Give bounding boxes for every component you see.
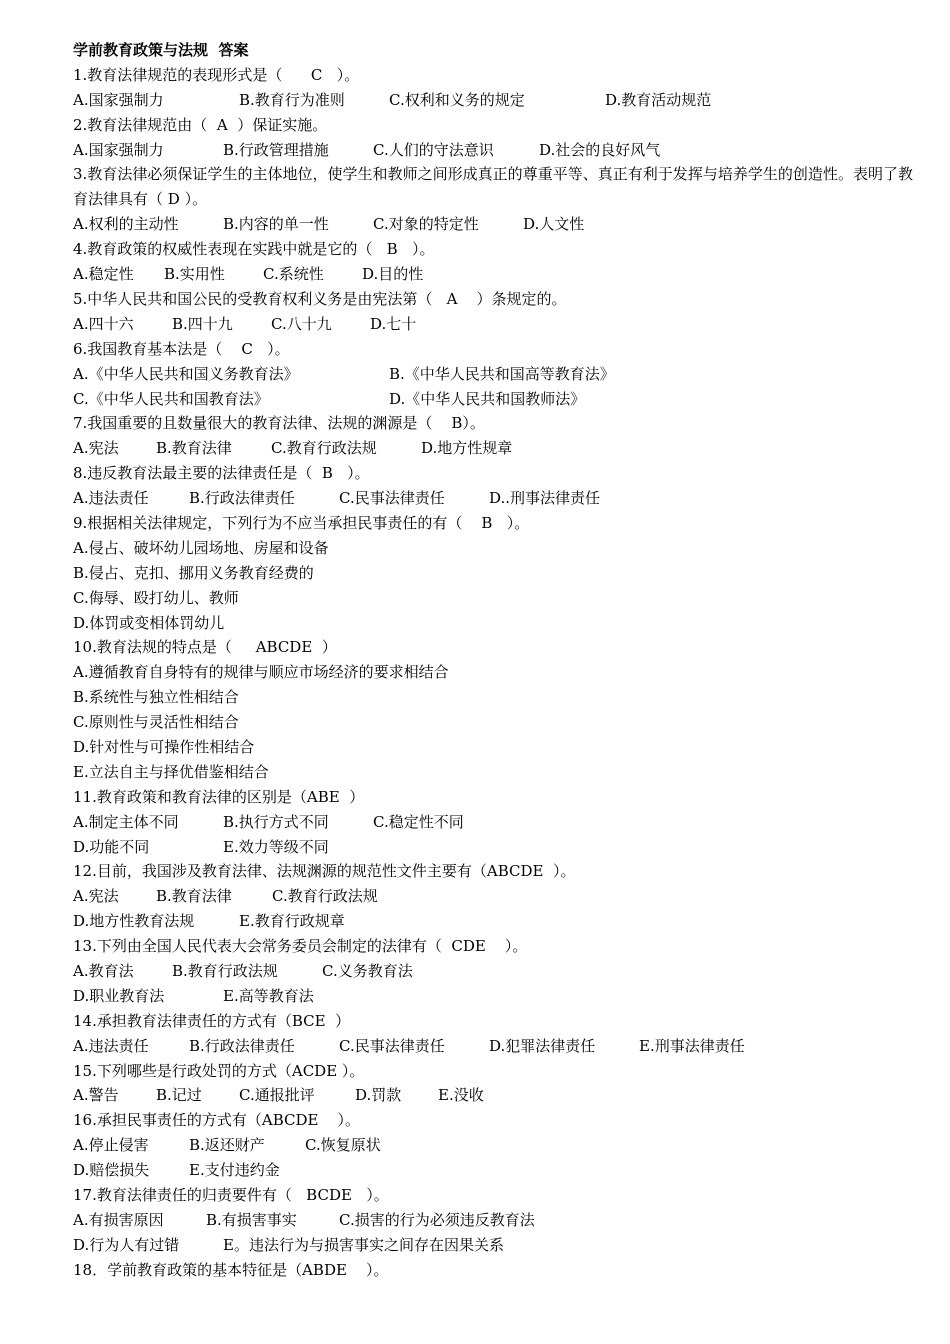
- document-text-line: 10.教育法规的特点是（ ABCDE ）: [73, 638, 337, 657]
- answer-option: A.稳定性: [73, 265, 134, 284]
- answer-option: B.有损害事实: [206, 1210, 297, 1229]
- document-text-line: 16.承担民事责任的方式有（ABCDE ）。: [73, 1111, 361, 1130]
- document-text-line: A.遵循教育自身特有的规律与顺应市场经济的要求相结合: [73, 663, 449, 682]
- document-text-line: 14.承担教育法律责任的方式有（BCE ）: [73, 1011, 351, 1030]
- answer-option: A.警告: [73, 1086, 119, 1105]
- answer-option: C.对象的特定性: [373, 215, 479, 234]
- document-text-line: 15.下列哪些是行政处罚的方式（ACDE ）。: [73, 1061, 365, 1080]
- answer-option: A.停止侵害: [73, 1136, 149, 1155]
- answer-options-row: [73, 810, 913, 835]
- answer-option: C.民事法律责任: [339, 1036, 445, 1055]
- answer-option: D.职业教育法: [73, 986, 165, 1005]
- answer-options-row: [73, 1208, 913, 1233]
- answer-option: D.《中华人民共和国教师法》: [389, 389, 586, 408]
- answer-option: C.恢复原状: [305, 1136, 381, 1155]
- answer-options-row: [73, 138, 913, 163]
- answer-options-row: [73, 387, 913, 412]
- answer-option: D.七十: [370, 314, 417, 333]
- answer-option: C.人们的守法意识: [373, 140, 494, 159]
- answer-options-row: [73, 88, 913, 113]
- document-title: 学前教育政策与法规 答案: [73, 41, 249, 59]
- document-text-line: E.立法自主与择优借鉴相结合: [73, 762, 269, 781]
- document-text-line: 7.我国重要的且数量很大的教育法律、法规的渊源是（ B）。: [73, 414, 485, 433]
- document-text-line: 11.教育政策和教育法律的区别是（ABE ）: [73, 787, 365, 806]
- answer-option: E.效力等级不同: [223, 837, 329, 856]
- answer-options-row: [73, 909, 913, 934]
- document-text-line: 18．学前教育政策的基本特征是（ABDE ）。: [73, 1260, 389, 1279]
- answer-options-row: [73, 1034, 913, 1059]
- answer-option: C.义务教育法: [322, 962, 413, 980]
- answer-options-row: [73, 959, 913, 984]
- document-text-line: 9.根据相关法律规定，下列行为不应当承担民事责任的有（ B ）。: [73, 513, 530, 532]
- document-text-line: B.系统性与独立性相结合: [73, 688, 239, 707]
- answer-option: A.制定主体不同: [73, 812, 179, 831]
- document-text-line: D.体罚或变相体罚幼儿: [73, 613, 225, 632]
- answer-options-row: [73, 984, 913, 1009]
- answer-option: A.教育法: [73, 962, 134, 980]
- answer-option: B.记过: [156, 1086, 202, 1105]
- answer-option: A.国家强制力: [73, 140, 164, 159]
- document-text-line: 3.教育法律必须保证学生的主体地位，使学生和教师之间形成真正的尊重平等、真正有利于发挥与培养学生的创造性。表明了教育法律具有（ D ）。: [73, 165, 913, 209]
- answer-option: D.罚款: [355, 1086, 402, 1105]
- answer-option: A.宪法: [73, 887, 119, 906]
- answer-option: C.《中华人民共和国教育法》: [73, 389, 269, 408]
- document-text-line: A.侵占、破坏幼儿园场地、房屋和设备: [73, 538, 329, 557]
- answer-option: E。违法行为与损害事实之间存在因果关系: [223, 1235, 504, 1254]
- answer-option: C.系统性: [263, 265, 324, 284]
- answer-option: E.教育行政规章: [239, 912, 345, 931]
- answer-option: E.高等教育法: [223, 986, 314, 1005]
- document-text-line: 6.我国教育基本法是（ C ）。: [73, 339, 290, 358]
- answer-option: A.宪法: [73, 439, 119, 458]
- document-text-line: 17.教育法律责任的归责要件有（ BCDE ）。: [73, 1186, 389, 1205]
- answer-options-row: [73, 212, 913, 237]
- answer-option: A.权利的主动性: [73, 215, 179, 234]
- answer-option: D.行为人有过错: [73, 1235, 180, 1254]
- answer-option: C.八十九: [271, 314, 332, 333]
- answer-options-row: [73, 262, 913, 287]
- answer-option: B.教育行为准则: [239, 90, 345, 109]
- answer-option: C.教育行政法规: [271, 439, 377, 458]
- answer-option: D.地方性教育法规: [73, 912, 195, 931]
- answer-option: C.损害的行为必须违反教育法: [339, 1210, 535, 1229]
- answer-option: E.支付违约金: [189, 1161, 280, 1180]
- answer-option: A.违法责任: [73, 1036, 149, 1055]
- answer-option: E.没收: [438, 1086, 484, 1105]
- answer-options-row: [73, 1133, 913, 1158]
- document-text-line: B.侵占、克扣、挪用义务教育经费的: [73, 563, 314, 582]
- answer-option: B.教育法律: [156, 439, 232, 458]
- document-text-line: 13.下列由全国人民代表大会常务委员会制定的法律有（ CDE ）。: [73, 937, 528, 956]
- answer-option: B.行政法律责任: [189, 489, 295, 508]
- answer-option: B.教育行政法规: [172, 962, 278, 980]
- answer-option: D.教育活动规范: [605, 90, 712, 109]
- document-text-line: C.侮辱、殴打幼儿、教师: [73, 588, 239, 607]
- answer-option: B.内容的单一性: [223, 215, 329, 234]
- document-text-line: 5.中华人民共和国公民的受教育权利义务是由宪法第（ A ）条规定的。: [73, 289, 567, 308]
- answer-option: D.目的性: [362, 265, 424, 284]
- document-page: [73, 38, 913, 1283]
- document-text-line: C.原则性与灵活性相结合: [73, 713, 239, 732]
- answer-option: D.社会的良好风气: [539, 140, 661, 159]
- answer-options-row: [73, 436, 913, 461]
- document-text-line: 12.目前，我国涉及教育法律、法规渊源的规范性文件主要有（ABCDE ）。: [73, 862, 576, 881]
- answer-option: B.实用性: [164, 265, 225, 284]
- answer-option: C.民事法律责任: [339, 489, 445, 508]
- answer-option: B.行政法律责任: [189, 1036, 295, 1055]
- document-body: [73, 63, 913, 1283]
- answer-option: D.人文性: [523, 215, 585, 234]
- answer-option: D..刑事法律责任: [489, 489, 601, 508]
- answer-option: A.违法责任: [73, 489, 149, 508]
- answer-option: B.返还财产: [189, 1136, 265, 1155]
- answer-options-row: [73, 884, 913, 909]
- answer-option: A.《中华人民共和国义务教育法》: [73, 364, 299, 383]
- document-text-line: 2.教育法律规范由（ A ）保证实施。: [73, 115, 328, 134]
- answer-options-row: [73, 362, 913, 387]
- answer-option: D.功能不同: [73, 837, 150, 856]
- answer-option: D.赔偿损失: [73, 1161, 150, 1180]
- answer-option: D.犯罪法律责任: [489, 1036, 596, 1055]
- document-text-line: 1.教育法律规范的表现形式是（ C ）。: [73, 65, 360, 84]
- answer-option: B.《中华人民共和国高等教育法》: [389, 364, 615, 383]
- answer-option: C.稳定性不同: [373, 812, 464, 831]
- answer-options-row: [73, 1158, 913, 1183]
- answer-option: C.通报批评: [239, 1086, 315, 1105]
- answer-option: B.执行方式不同: [223, 812, 329, 831]
- document-text-line: D.针对性与可操作性相结合: [73, 737, 255, 756]
- answer-option: B.行政管理措施: [223, 140, 329, 159]
- answer-options-row: [73, 835, 913, 860]
- document-text-line: 8.违反教育法最主要的法律责任是（ B ）。: [73, 464, 370, 483]
- document-text-line: 4.教育政策的权威性表现在实践中就是它的（ B ）。: [73, 240, 435, 259]
- answer-option: B.四十九: [172, 314, 233, 333]
- answer-option: B.教育法律: [156, 887, 232, 906]
- answer-option: C.权利和义务的规定: [389, 90, 525, 109]
- answer-options-row: [73, 486, 913, 511]
- answer-option: E.刑事法律责任: [639, 1036, 745, 1055]
- answer-options-row: [73, 1233, 913, 1258]
- answer-options-row: [73, 312, 913, 337]
- answer-option: D.地方性规章: [421, 439, 513, 458]
- answer-option: A.国家强制力: [73, 90, 164, 109]
- answer-option: C.教育行政法规: [272, 887, 378, 906]
- answer-option: A.四十六: [73, 314, 134, 333]
- answer-options-row: [73, 1083, 913, 1108]
- answer-option: A.有损害原因: [73, 1210, 164, 1229]
